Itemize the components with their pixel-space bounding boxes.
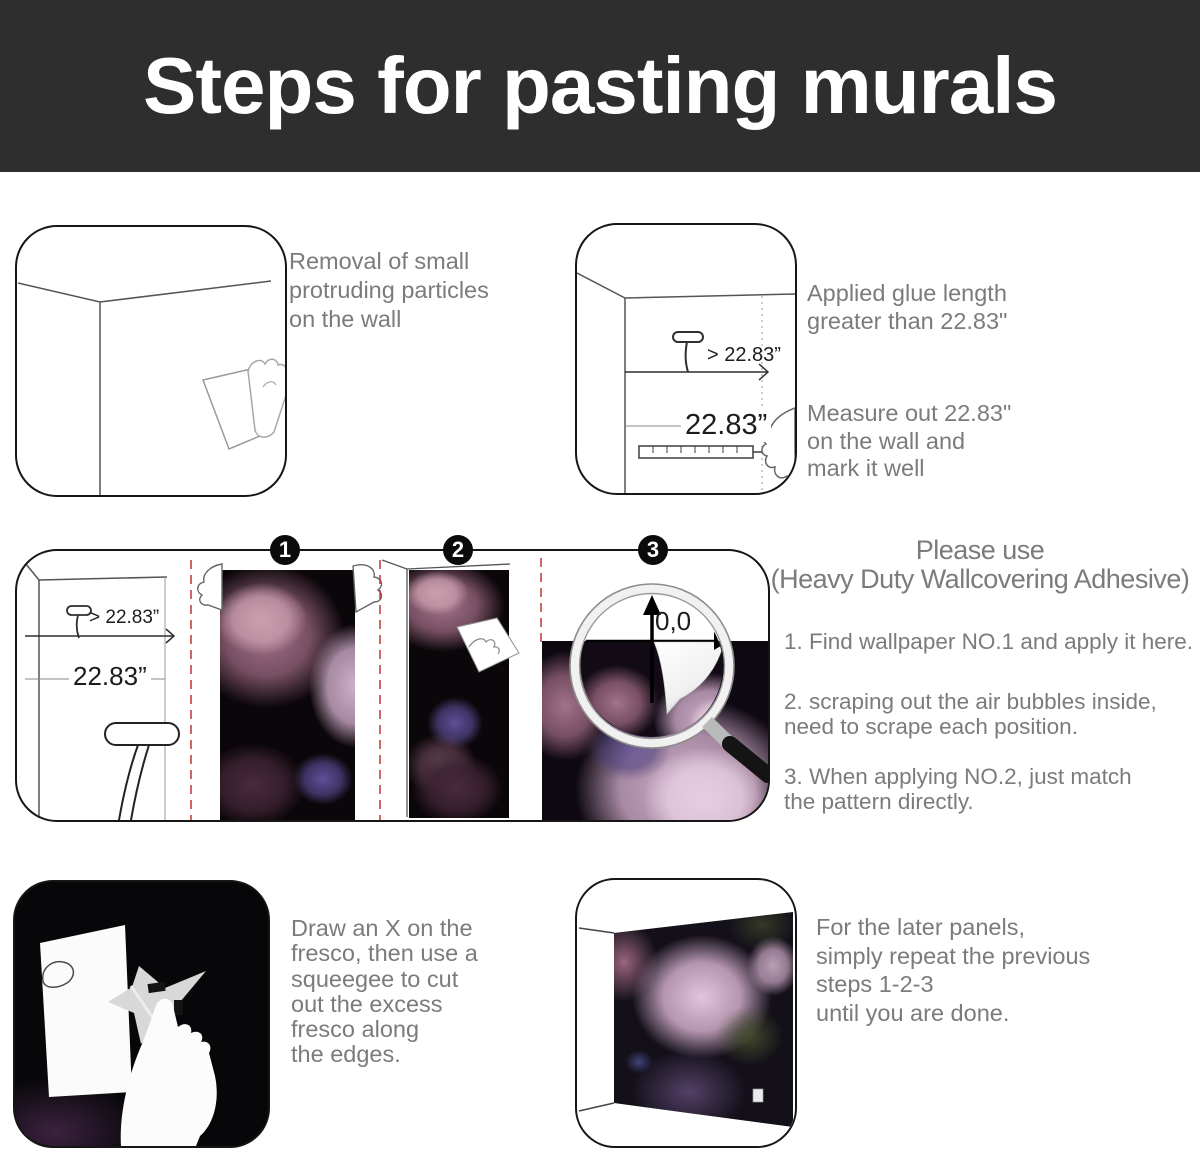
paper-sheet — [40, 925, 132, 1097]
caption-wall-prep: Removal of small protruding particles on the wall — [289, 248, 489, 332]
trim-drawing — [15, 882, 268, 1146]
mural-image — [590, 899, 795, 1134]
panel-trim-excess — [13, 880, 270, 1148]
wallpaper-panel-2 — [381, 560, 509, 820]
adhesive-heading: Please use (Heavy Duty Wallcovering Adhesive) — [770, 535, 1190, 594]
glue-measure-value: 22.83” — [681, 409, 771, 442]
apply-instruction-1: 1. Find wallpaper NO.1 and apply it here. — [784, 629, 1193, 654]
hand-icon-left — [198, 564, 222, 610]
origin-coordinates-label: 0,0 — [655, 606, 692, 636]
ruler-icon — [639, 446, 775, 458]
apply-instruction-3: 3. When applying NO.2, just match the pattern directly. — [784, 764, 1132, 814]
glue-roller-icon — [673, 332, 703, 372]
ceiling-lines — [577, 273, 795, 298]
glue-roller-icon-small — [67, 606, 91, 638]
apply-measure-value: 22.83” — [69, 661, 151, 692]
header-banner — [0, 0, 1200, 172]
apply-roller-note: > 22.83” — [89, 607, 160, 628]
page-title: Steps for pasting murals — [143, 41, 1057, 130]
caption-glue-length: Applied glue length greater than 22.83" — [807, 280, 1008, 334]
wall-perspective-lines — [579, 928, 614, 1111]
paint-roller-icon — [105, 723, 179, 820]
caption-repeat: For the later panels, simply repeat the previous steps 1-2-3 until you are done. — [816, 914, 1091, 1026]
ceiling-lines — [18, 281, 271, 302]
finished-wall-drawing — [577, 880, 795, 1146]
scraper-hand-icon — [203, 359, 285, 449]
step-badge-1: 1 — [270, 535, 300, 565]
mural-watermark — [753, 1089, 763, 1102]
hand-icon-right — [353, 565, 381, 612]
caption-trim: Draw an X on the fresco, then use a squeegee to cut out the excess fresco along the edges. — [291, 915, 478, 1068]
panel-wall-prep — [15, 225, 287, 497]
wall-prep-drawing — [17, 227, 285, 495]
glue-length-arrow — [25, 629, 174, 643]
apply-instruction-2: 2. scraping out the air bubbles inside, need to scrape each position. — [784, 689, 1157, 739]
glue-roller-note: > 22.83” — [707, 344, 781, 366]
step-badge-3: 3 — [638, 535, 668, 565]
panel-finished-wall — [575, 878, 797, 1148]
caption-measure-wall: Measure out 22.83" on the wall and mark it well — [807, 400, 1012, 481]
step-badge-2: 2 — [443, 535, 473, 565]
